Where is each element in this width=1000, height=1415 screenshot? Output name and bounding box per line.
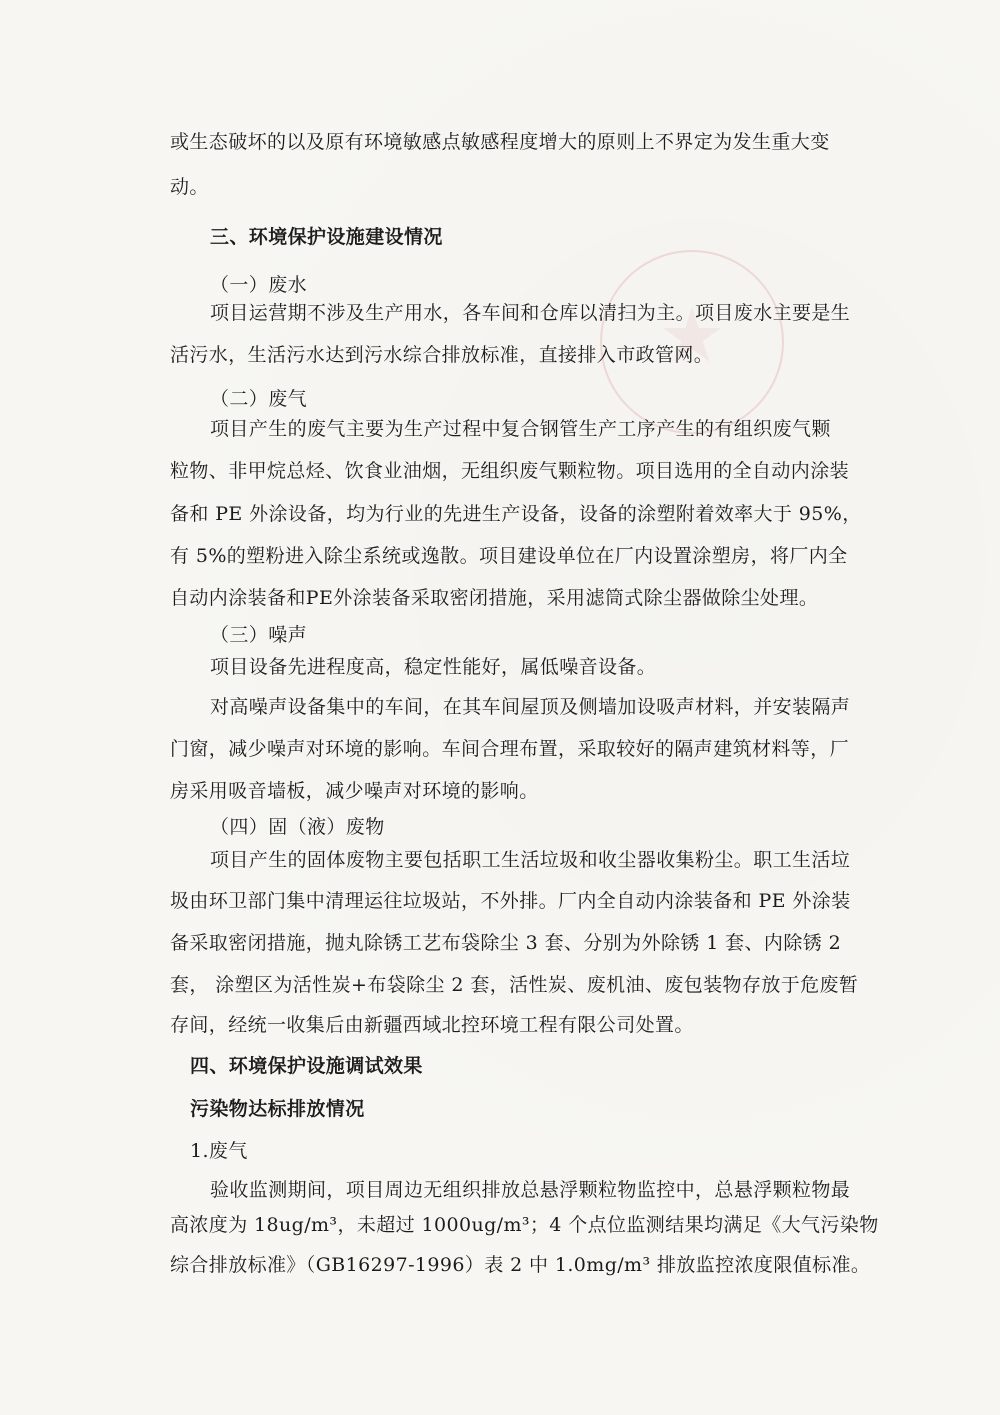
paragraph-line: 自动内涂装备和PE外涂装备采取密闭措施，采用滤筒式除尘器做除尘处理。 bbox=[170, 587, 819, 609]
section-heading: 三、环境保护设施建设情况 bbox=[210, 226, 443, 248]
paragraph-line: 动。 bbox=[170, 176, 209, 198]
paragraph-line: 房采用吸音墙板，减少噪声对环境的影响。 bbox=[170, 780, 539, 802]
paragraph-line: 或生态破坏的以及原有环境敏感点敏感程度增大的原则上不界定为发生重大变 bbox=[170, 131, 830, 153]
paragraph-line: 活污水，生活污水达到污水综合排放标准，直接排入市政管网。 bbox=[170, 344, 714, 366]
subsection-heading: （三）噪声 bbox=[210, 624, 308, 646]
paragraph-line: 存间，经统一收集后由新疆西域北控环境工程有限公司处置。 bbox=[170, 1014, 694, 1036]
paragraph-line: 高浓度为 18ug/m³，未超过 1000ug/m³；4 个点位监测结果均满足《大气污染物 bbox=[170, 1214, 879, 1236]
paragraph-line: 备采取密闭措施，抛丸除锈工艺布袋除尘 3 套、分别为外除锈 1 套、内除锈 2 bbox=[170, 932, 842, 954]
paragraph-line: 门窗，减少噪声对环境的影响。车间合理布置，采取较好的隔声建筑材料等，厂 bbox=[170, 738, 850, 760]
subsection-heading: 污染物达标排放情况 bbox=[190, 1098, 365, 1120]
paragraph-line: 项目运营期不涉及生产用水，各车间和仓库以清扫为主。项目废水主要是生 bbox=[210, 302, 851, 324]
paragraph-line: 验收监测期间，项目周边无组织排放总悬浮颗粒物监控中，总悬浮颗粒物最 bbox=[210, 1179, 851, 1201]
paragraph-line: 项目产生的固体废物主要包括职工生活垃圾和收尘器收集粉尘。职工生活垃 bbox=[210, 849, 851, 871]
paragraph-line: 套， 涂塑区为活性炭+布袋除尘 2 套，活性炭、废机油、废包装物存放于危废暂 bbox=[170, 974, 859, 996]
paragraph-line: 备和 PE 外涂设备，均为行业的先进生产设备，设备的涂塑附着效率大于 95%， bbox=[170, 503, 862, 525]
subsection-heading: 1.废气 bbox=[190, 1140, 248, 1162]
section-heading: 四、环境保护设施调试效果 bbox=[190, 1055, 423, 1077]
paragraph-line: 综合排放标准》（GB16297-1996）表 2 中 1.0mg/m³ 排放监控浓度限值标准。 bbox=[170, 1254, 871, 1276]
subsection-heading: （四）固（液）废物 bbox=[210, 816, 385, 838]
paragraph-line: 圾由环卫部门集中清理运往垃圾站，不外排。厂内全自动内涂装备和 PE 外涂装 bbox=[170, 890, 851, 912]
subsection-heading: （二）废气 bbox=[210, 388, 308, 410]
subsection-heading: （一）废水 bbox=[210, 274, 308, 296]
paragraph-line: 粒物、非甲烷总烃、饮食业油烟，无组织废气颗粒物。项目选用的全自动内涂装 bbox=[170, 460, 850, 482]
paragraph-line: 有 5%的塑粉进入除尘系统或逸散。项目建设单位在厂内设置涂塑房，将厂内全 bbox=[170, 545, 848, 567]
paragraph-line: 对高噪声设备集中的车间，在其车间屋顶及侧墙加设吸声材料，并安装隔声 bbox=[210, 696, 851, 718]
paragraph-line: 项目产生的废气主要为生产过程中复合钢管生产工序产生的有组织废气颗 bbox=[210, 418, 831, 440]
paragraph-line: 项目设备先进程度高，稳定性能好，属低噪音设备。 bbox=[210, 656, 657, 678]
